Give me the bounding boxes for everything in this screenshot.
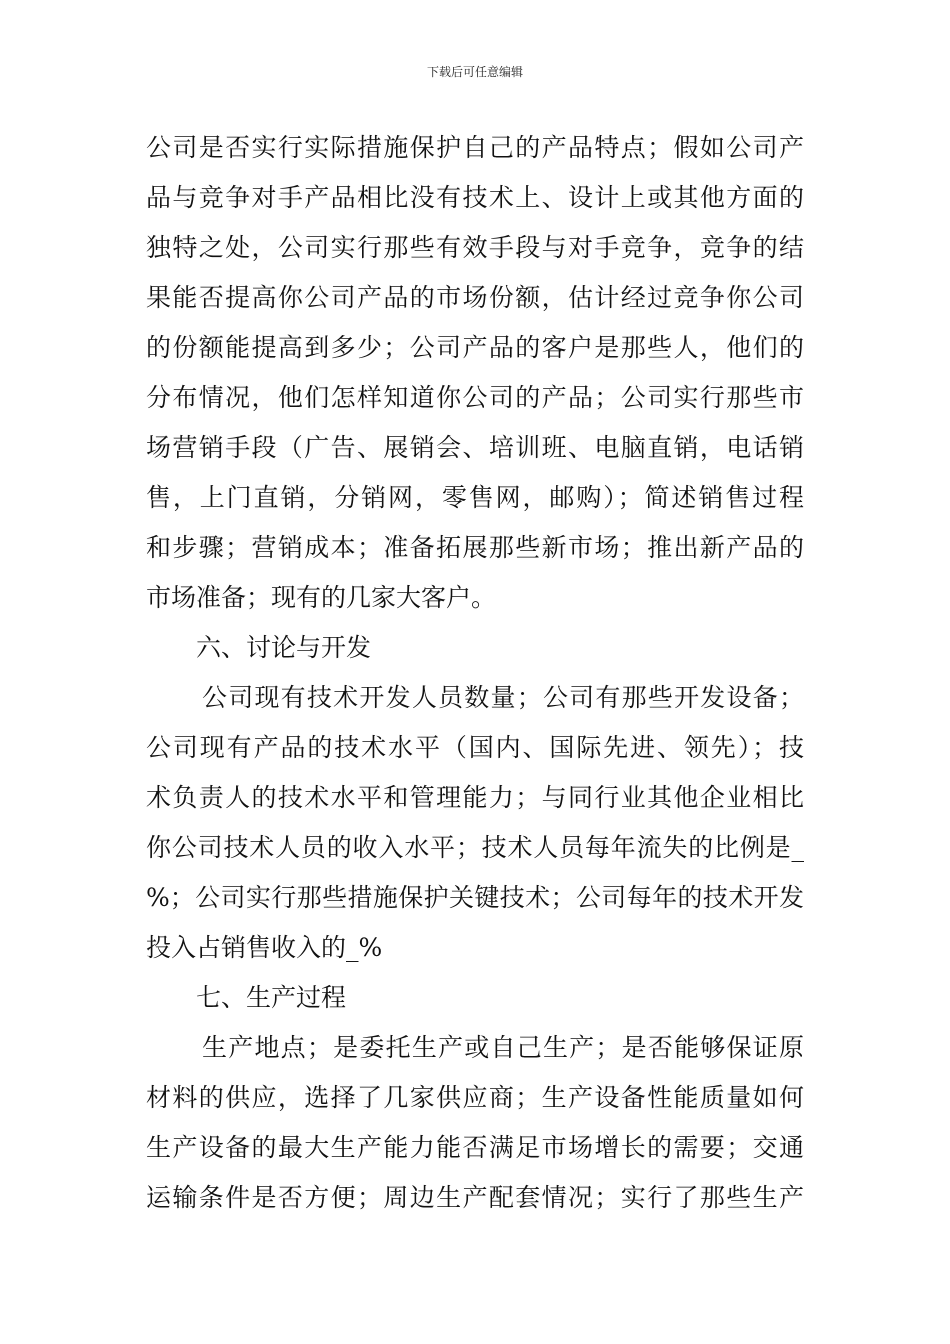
body-line: 市场准备；现有的几家大客户。 bbox=[146, 583, 497, 612]
body-line: 术负责人的技术水平和管理能力；与同行业其他企业相比 bbox=[146, 783, 804, 812]
body-line: 独特之处，公司实行那些有效手段与对手竞争，竞争的结 bbox=[146, 233, 804, 262]
body-line: 果能否提高你公司产品的市场份额，估计经过竞争你公司 bbox=[146, 283, 804, 312]
body-line: 运输条件是否方便；周边生产配套情况；实行了那些生产 bbox=[146, 1183, 804, 1212]
body-line: 材料的供应，选择了几家供应商；生产设备性能质量如何 bbox=[146, 1083, 804, 1112]
body-line: 品与竞争对手产品相比没有技术上、设计上或其他方面的 bbox=[146, 183, 804, 212]
body-line: 分布情况，他们怎样知道你公司的产品；公司实行那些市 bbox=[146, 383, 804, 412]
body-line: 的份额能提高到多少；公司产品的客户是那些人，他们的 bbox=[146, 333, 804, 362]
body-line: 售，上门直销，分销网，零售网，邮购）；简述销售过程 bbox=[146, 483, 804, 512]
section-heading: 六、讨论与开发 bbox=[196, 633, 372, 662]
body-line: 投入占销售收入的_% bbox=[146, 933, 383, 962]
body-line: 公司现有产品的技术水平（国内、国际先进、领先）；技 bbox=[146, 733, 804, 762]
body-line: 和步骤；营销成本；准备拓展那些新市场；推出新产品的 bbox=[146, 533, 804, 562]
body-line: %；公司实行那些措施保护关键技术；公司每年的技术开发 bbox=[146, 883, 804, 912]
body-line: 生产地点；是委托生产或自己生产；是否能够保证原 bbox=[202, 1033, 804, 1062]
body-line: 生产设备的最大生产能力能否满足市场增长的需要；交通 bbox=[146, 1133, 804, 1162]
body-line: 公司现有技术开发人员数量；公司有那些开发设备； bbox=[202, 683, 804, 712]
body-line: 你公司技术人员的收入水平；技术人员每年流失的比例是_ bbox=[146, 833, 804, 862]
body-line: 场营销手段（广告、展销会、培训班、电脑直销，电话销 bbox=[146, 433, 804, 462]
body-line: 公司是否实行实际措施保护自己的产品特点；假如公司产 bbox=[146, 133, 804, 162]
page-header: 下载后可任意编辑 bbox=[426, 65, 523, 79]
section-heading: 七、生产过程 bbox=[196, 983, 347, 1012]
